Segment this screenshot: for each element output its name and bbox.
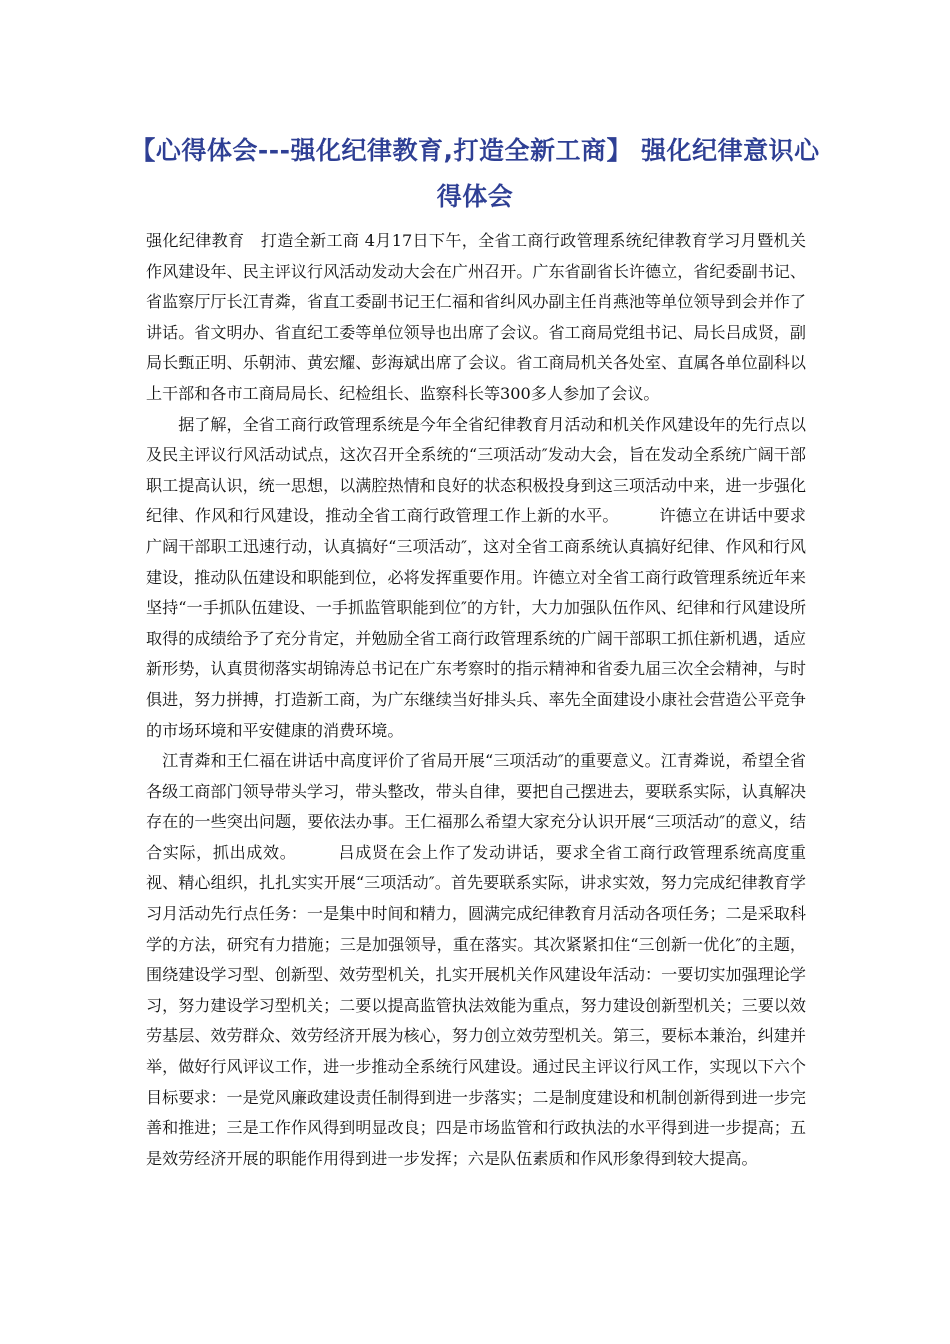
paragraph-3: 江青粦和王仁福在讲话中高度评价了省局开展“三项活动″的重要意义。江青粦说，希望全省各级工商部门领导带头学习，带头整改，带头自律，要把自己摆进去，要联系实际，认真解决存在的一些突出问题，要依法办事。王仁福那么希望大家充分认识开展“三项活动″的意义，结合实际，抓出成效。 吕成贤在会上作了发动讲话，要求全省工商行政管理系统高度重视、精心组织，扎扎实实开展“三项活动″。首先要联系实际，讲求实效，努力完成纪律教育学习月活动先行点任务：一是集中时间和精力，圆满完成纪律教育月活动各项任务；二是采取科学的方法，研究有力措施；三是加强领导，重在落实。其次紧紧扣住“三创新一优化″的主题，围绕建设学习型、创新型、效劳型机关，扎实开展机关作风建设年活动：一要切实加强理论学习，努力建设学习型机关；二要以提高监管执法效能为重点，努力建设创新型机关；三要以效劳基层、效劳群众、效劳经济开展为核心，努力创立效劳型机关。第三，要标本兼治，纠建并举，做好行风评议工作，进一步推动全系统行风建设。通过民主评议行风工作，实现以下六个目标要求：一是党风廉政建设责任制得到进一步落实；二是制度建设和机制创新得到进一步完善和推进；三是工作作风得到明显改良；四是市场监管和行政执法的水平得到进一步提高；五是效劳经济开展的职能作用得到进一步发挥；六是队伍素质和作风形象得到较大提高。 — [146, 751, 806, 1168]
paragraph-2: 据了解，全省工商行政管理系统是今年全省纪律教育月活动和机关作风建设年的先行点以及民主评议行风活动试点，这次召开全系统的“三项活动″发动大会，旨在发动全系统广阔干部职工提高认识，统一思想，以满腔热情和良好的状态积极投身到这三项活动中来，进一步强化纪律、作风和行风建设，推动全省工商行政管理工作上新的水平。 许德立在讲话中要求广阔干部职工迅速行动，认真搞好“三项活动″，这对全省工商系统认真搞好纪律、作风和行风建设，推动队伍建设和职能到位，必将发挥重要作用。许德立对全省工商行政管理系统近年来坚持“一手抓队伍建设、一手抓监管职能到位″的方针，大力加强队伍作风、纪律和行风建设所取得的成绩给予了充分肯定，并勉励全省工商行政管理系统的广阔干部职工抓住新机遇，适应新形势，认真贯彻落实胡锦涛总书记在广东考察时的指示精神和省委九届三次全会精神，与时俱进，努力拼搏，打造新工商，为广东继续当好排头兵、率先全面建设小康社会营造公平竞争的市场环境和平安健康的消费环境。 — [146, 414, 806, 740]
document-title: 【心得体会---强化纪律教育,打造全新工商】 强化纪律意识心得体会 — [130, 136, 820, 211]
paragraph-1: 强化纪律教育 打造全新工商 4月17日下午，全省工商行政管理系统纪律教育学习月暨机关作风建设年、民主评议行风活动发动大会在广州召开。广东省副省长许德立，省纪委副书记、省监察厅厅长江青粦，省直工委副书记王仁福和省纠风办副主任肖燕池等单位领导到会并作了讲话。省文明办、省直纪工委等单位领导也出席了会议。省工商局党组书记、局长吕成贤，副局长甄正明、乐朝沛、黄宏耀、彭海斌出席了会议。省工商局机关各处室、直属各单位副科以上干部和各市工商局局长、纪检组长、监察科长等300多人参加了会议。 — [146, 231, 806, 403]
document-body — [146, 226, 806, 1174]
